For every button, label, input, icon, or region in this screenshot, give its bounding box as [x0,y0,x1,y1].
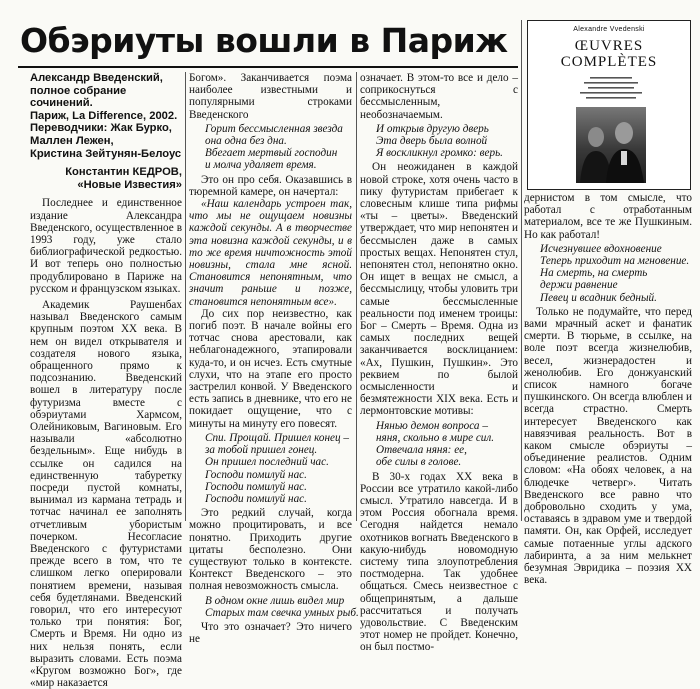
poem-line: Эта дверь была волной [376,135,488,148]
book-cover-author: Alexandre Vvedenski [573,26,645,33]
column-3 [360,72,518,654]
fineprint-lines-graphic [576,75,646,103]
poem-quote [360,420,518,469]
poem-quote [189,432,352,505]
poem-line: И открыв другую дверь [376,122,489,135]
book-cover-title [528,38,690,70]
book-info-line: Кристина Зейтунян-Белоус [30,147,182,160]
book-info-line: Переводчики: Жак Бурко, [30,122,172,135]
paragraph: В 30-х годах ХХ века в России все утратило какой-либо смысл. Утратило навсегда. И в этом Россия обогнала время. Сегодня найдется немало охотников вогнать Введенского в какую-нибудь новомодную систему типа злоупотребления постмодерна. Так удобнее общаться. Смесь неизвестное с общепринятым, а дальше рассчитаться и получать удовольствие. С Введенским этот номер не пройдет. Конечно, он был постмо- [360,470,518,654]
poem-line: няня, скольно в мире сил. [376,431,495,444]
poem-line: Господи помилуй нас. [205,480,307,493]
paragraph: Это он про себя. Оказавшись в тюремной камере, он начертал: [189,173,352,198]
poem-quote [524,243,692,304]
paragraph: Академик Раушенбах называл Введенского самым крупным поэтом ХХ века. В нем он видел открывателя и создателя нового языка, обращенного прямо к подсознанию. Введенский вошел в литературу после футуризма вместе с обэриутами Хармсом, Олейниковым, Вагиновым. Его называли «абсолютно бездельным». Еще нибудь в ссылке он садился на единственную табуретку посреди пустой комнаты, вынимал из кармана тетрадь и тотчас начинал ее заполнять отчетливым убористым почерком. Несогласие Введенского с футуристами прежде всего в том, что те слишком легко оперировали понятием времени, называя себя будетлянами. Введенский говорил, что его интересуют только три понятия: Бог, Смерть и Время. Ни одно из них нельзя понять, если выразить словами. Есть поэма «Кругом возможно Бог», где «мир наказается [30,298,182,689]
poem-line: Господи помилуй нас. [205,492,307,505]
byline [30,166,182,191]
poem-line: обе силы в голове. [376,456,462,469]
book-info-line: Маллен Лежен, [30,134,114,147]
paragraph: Он неожиданен в каждой новой строке, хотя очень часто в пику футуристам прибегает к словесным клише типа рифмы «ты – цветы». Введенский утверждает, что мир непонятен и бессмыслен даже в самых простых вещах. Непонятен стул, непонятен стол, непонятно окно. Он ищет в вещах не смысл, а бессмыслицу, чтобы уловить три самые бессмысленные реальности под именем троицы: Бог – Смерть – Время. Одна из самых последних вещей заканчивается восклицанием: «Ах, Пушкин, Пушкин». Это реквием по былой осмысленности и безмятежности XIX века. Есть и лермонтовские мотивы: [360,161,518,418]
column-4 [524,192,692,587]
column-divider [521,20,522,521]
poem-line: Вбегает мертвый господин [205,147,338,160]
poem-line: Он пришел последний час. [205,456,329,469]
book-cover-image [527,20,691,190]
book-cover-title-line: ŒUVRES [574,38,644,54]
portrait-photo [576,107,646,183]
poem-line: Господи помилуй нас. [205,468,307,481]
poem-quote [360,123,518,160]
paragraph: Что это означает? Это ничего не [189,620,352,646]
book-info-line: полное собрание сочинений. [30,84,127,110]
poem-line: Исчезнувшее вдохновение [540,242,662,255]
poem-line: Горит бессмысленная звезда [205,122,343,135]
poem-line: Я воскликнул громко: верь. [376,147,503,160]
column-divider [185,72,186,521]
poem-line: Нянью демон вопроса – [376,419,488,432]
paragraph: Это редкий случай, когда можно процитировать, и все понятно. Приходить другие цитаты бесполезно. Они существуют только в контексте. Контекст Введенского – это полная невозможность смысла. [189,507,352,593]
poem-line: На смерть, на смерть [540,267,648,280]
column-divider [356,72,357,521]
poem-line: Теперь приходит на мгновение. [540,255,690,268]
poem-quote [189,594,359,619]
poem-line: держи равнение [540,279,618,292]
column-2 [189,72,359,646]
poem-line: Отвечала няня: ее, [376,444,467,457]
headline-rule [18,66,518,68]
poem-line: и молча удаляет время. [205,159,317,172]
poem-line: Старых там свечка умных рыб. [205,606,359,619]
byline-author: Константин КЕДРОВ, [65,166,182,179]
book-info [30,72,182,160]
column-1 [30,72,182,689]
headline: Обэриуты вошли в Париж [20,21,508,60]
portrait-silhouettes-graphic [576,107,646,183]
book-cover-fineprint [576,75,646,107]
paragraph: До сих пор неизвестно, как погиб поэт. В начале войны его тотчас снова арестовали, как неблагонадежного, этапировали куда-то, и он исчез. Есть смутные слухи, что на этапе его просто застрелил конвой. У Введенского есть запись в дневнике, что его не покидает ощущение, что с минуты на минуту его повесят. [189,307,352,430]
book-info-line: Александр Введенский, [30,72,163,84]
poem-quote [189,123,352,172]
poem-line: Певец и всадник бедный. [540,291,657,304]
book-cover-title-line: COMPLÈTES [560,54,658,70]
paragraph: дернистом в том смысле, что работал с отработанным материалом, все те же Пушкиным. Но как работал! [524,192,692,241]
paragraph: означает. В этом-то все и дело – соприкоснуться с бессмысленным, необозначаемым. [360,72,518,121]
poem-line: В одном окне лишь видел мир [205,594,345,607]
poem-line: она одна без дна. [205,135,287,148]
paragraph: Последнее и единственное издание Александра Введенского, осуществленное в 1993 году, уже стало библиографической редкостью. И вот теперь оно полностью продублировано в Париже на русском и французском языках. [30,197,182,295]
diary-quote: «Наш календарь устроен так, что мы не ощущаем новизны каждой секунды. А в творчестве эта новизна каждой секунды, и в то же время ничтожность этой новизны, стала мне ясной. Становится непонятным, что значит раньше и позже, становится непонятным все». [189,198,352,308]
book-info-line: Париж, La Difference, 2002. [30,109,178,122]
poem-line: Спи. Прощай. Пришел конец – [205,431,349,444]
byline-publication: «Новые Известия» [77,178,182,191]
paragraph: Богом». Заканчивается поэма наиболее известными и популярными строками Введенского [189,72,352,121]
poem-line: за тобой пришел гонец. [205,444,318,457]
paragraph: Только не подумайте, что перед вами мрачный аскет и фанатик смерти. В тюрьме, в ссылке, на воле поэт всегда жизнелюбив, весел, жизнерадостен и женолюбив. Его донжуанский список намного богаче пушкинского. Он всегда влюблен и всегда страстно. Смерть интересует Введенского как навязчивая реальность. Вот в каком смысле обэриуты – объединение реалистов. Одним словом: «На обоях человек, а на блюдечке четверг». Читать Введенского все равно что добровольно сходить у ума, оставаясь в здравом уме и твердой памяти. Он, как Орфей, исследует самые потаенные углы адского лабиринта, а за ним мелькнет безумная Эвридика – поэзия ХХ века. [524,305,692,587]
